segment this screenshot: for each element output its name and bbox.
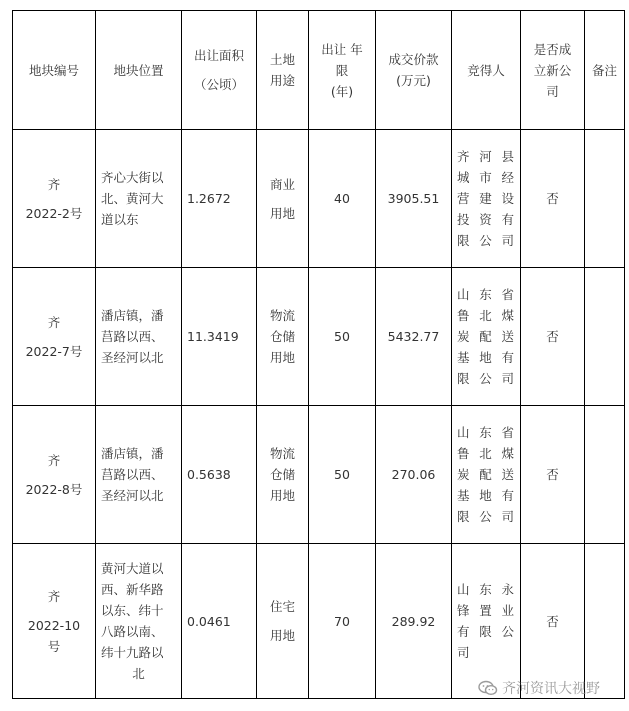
cell-location: 黄河大道以 西、新华路 以东、纬十 八路以南、 纬十九路以 北 xyxy=(96,544,182,699)
header-location: 地块位置 xyxy=(96,11,182,130)
cell-winner: 山东省 鲁北煤 炭配送 基地有 限公司 xyxy=(452,268,521,406)
wechat-icon xyxy=(478,680,498,696)
cell-new-company: 否 xyxy=(521,544,585,699)
land-transfer-table xyxy=(12,10,625,699)
cell-note xyxy=(585,130,625,268)
header-winner: 竞得人 xyxy=(452,11,521,130)
cell-plot-id: 齐 2022-10 号 xyxy=(13,544,96,699)
cell-winner: 山东省 鲁北煤 炭配送 基地有 限公司 xyxy=(452,406,521,544)
table-row xyxy=(13,130,625,268)
cell-location: 潘店镇，潘 莒路以西、 圣经河以北 xyxy=(96,268,182,406)
cell-area: 0.0461 xyxy=(182,544,257,699)
cell-plot-id: 齐 2022-2号 xyxy=(13,130,96,268)
cell-note xyxy=(585,268,625,406)
table-row xyxy=(13,406,625,544)
cell-plot-id: 齐 2022-8号 xyxy=(13,406,96,544)
header-term: 出让 年 限 (年) xyxy=(309,11,376,130)
cell-price: 270.06 xyxy=(376,406,452,544)
cell-plot-id: 齐 2022-7号 xyxy=(13,268,96,406)
watermark-text: 齐河资讯大视野 xyxy=(502,681,600,697)
cell-new-company: 否 xyxy=(521,406,585,544)
cell-land-use: 商业 用地 xyxy=(257,130,309,268)
cell-new-company: 否 xyxy=(521,130,585,268)
header-land-use: 土地 用途 xyxy=(257,11,309,130)
cell-land-use: 物流 仓储 用地 xyxy=(257,268,309,406)
cell-term: 50 xyxy=(309,406,376,544)
cell-location: 潘店镇，潘 莒路以西、 圣经河以北 xyxy=(96,406,182,544)
table-row xyxy=(13,268,625,406)
cell-winner: 山东永 锋置业 有限公 司 xyxy=(452,544,521,699)
header-note: 备注 xyxy=(585,11,625,130)
header-plot-id: 地块编号 xyxy=(13,11,96,130)
header-new-company: 是否成 立新公 司 xyxy=(521,11,585,130)
cell-area: 0.5638 xyxy=(182,406,257,544)
cell-term: 40 xyxy=(309,130,376,268)
cell-area: 11.3419 xyxy=(182,268,257,406)
cell-price: 289.92 xyxy=(376,544,452,699)
cell-winner: 齐河县 城市经 营建设 投资有 限公司 xyxy=(452,130,521,268)
watermark xyxy=(478,676,600,700)
cell-location: 齐心大街以 北、黄河大 道以东 xyxy=(96,130,182,268)
cell-land-use: 物流 仓储 用地 xyxy=(257,406,309,544)
cell-note xyxy=(585,406,625,544)
cell-new-company: 否 xyxy=(521,268,585,406)
table-header-row xyxy=(13,11,625,130)
cell-price: 5432.77 xyxy=(376,268,452,406)
header-price: 成交价款 (万元) xyxy=(376,11,452,130)
cell-land-use: 住宅 用地 xyxy=(257,544,309,699)
cell-term: 50 xyxy=(309,268,376,406)
header-area: 出让面积 （公顷） xyxy=(182,11,257,130)
cell-area: 1.2672 xyxy=(182,130,257,268)
cell-term: 70 xyxy=(309,544,376,699)
cell-price: 3905.51 xyxy=(376,130,452,268)
